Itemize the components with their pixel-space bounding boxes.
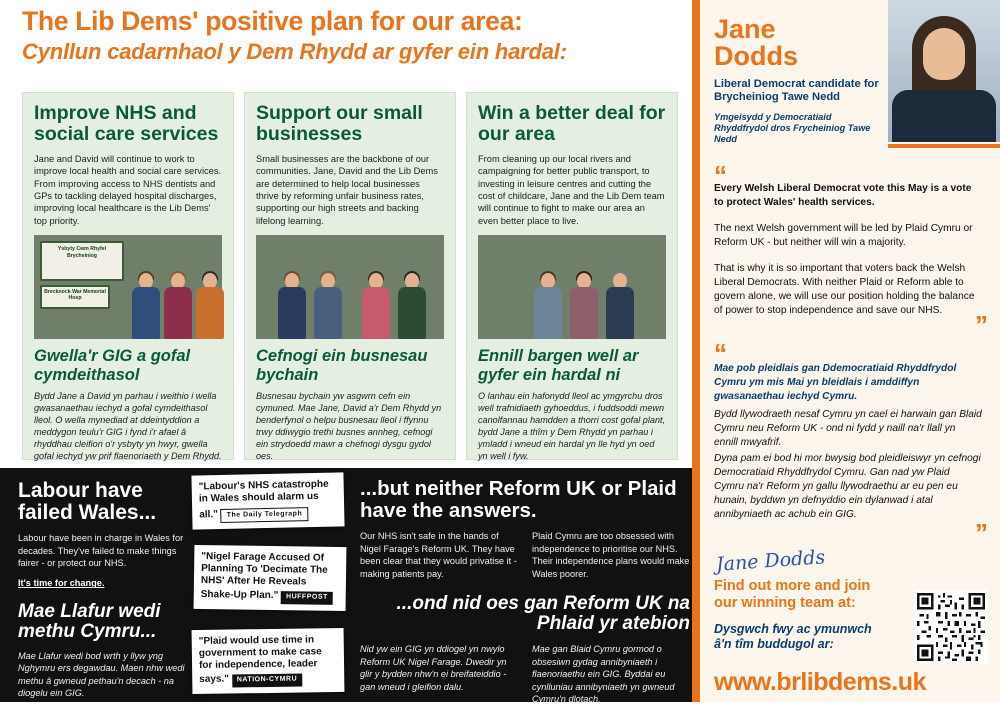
quote-open-icon-cy: “ — [714, 338, 725, 368]
card-title-cy: Cefnogi ein busnesau bychain — [256, 347, 428, 384]
clipping-source: HUFFPOST — [281, 592, 333, 605]
reform-col2-cy: Mae gan Blaid Cymru gormod o obsesiwn gydag annibyniaeth i flaenoriaethu ein GIG. Byddai eu cynlluniau annibyniaeth yn gwneud Cymru'n dlotach. — [532, 644, 675, 705]
quote-close-icon-cy: ” — [975, 518, 986, 548]
card-body-cy: O lanhau ein hafonydd lleol ac ymgyrchu dros well trafnidiaeth gyhoeddus, i fuddsoddi mewn canolfannau hamdden a thorri cost gofal plant, bydd Jane a thîm y Dem Rhydd yn parhau i ymladd i wneud ein hardal yn lle hyd yn oed yn well i fyw. — [478, 390, 666, 462]
clipping-text: "Nigel Farage Accused Of Planning To 'Decimate The NHS' After He Reveals Shake-Up Plan." — [200, 551, 328, 602]
clipping-source: NATION-CYMRU — [232, 674, 302, 687]
reform-col1-cy: Nid yw ein GIG yn ddiogel yn nwylo Reform UK Nigel Farage. Dwedir yn glir y bydden nhw'n ei breifateiddio - gan wneud i gleifion dalu. — [360, 644, 507, 692]
headline-english: The Lib Dems' positive plan for our area: — [22, 6, 523, 36]
people-group — [34, 265, 222, 339]
hospital-sign-english: Brecknock War Memorial Hosp — [40, 285, 110, 309]
card-body-cy: Busnesau bychain yw asgwrn cefn ein cymuned. Mae Jane, David a'r Dem Rhydd yn benderfynol o helpu busnesau lleol i ffynnu trwy ddiwygio trethi busnes annheg, cefnogi ein strydoedd mawr a chefnogi dysgu gydol oes. — [256, 390, 442, 462]
portrait-face — [923, 28, 965, 80]
find-out-more-en: Find out more and join our winning team at: — [714, 578, 871, 611]
candidate-portrait — [888, 0, 1000, 142]
card-body-en: Jane and David will continue to work to improve local health and social care services. From improving access to NHS dentists and GPs to tackling delayed hospital discharges, improving local healthcare is the Lib Dems' top priority. — [34, 153, 222, 226]
card-body-cy: Bydd Jane a David yn parhau i weithio i wella gwasanaethau iechyd a gofal cymdeithasol lleol. O wella mynediad at ddeintyddion a meddygon teulu'r GIG i fynd i'r afael â rhyddhau cleifion o'r ysbyty yn hwyr, gwella gofal iechyd yw prif flaenoriaeth y Dem Rhydd. — [34, 390, 222, 462]
photo-campaigners-shop — [256, 235, 444, 339]
qr-code[interactable] — [914, 590, 988, 664]
person — [360, 273, 392, 339]
quote-close-icon: ” — [975, 310, 986, 340]
labour-body-cy: Mae Llafur wedi bod wrth y llyw yng Nghymru ers degawdau. Maen nhw wedi methu â gwneud pethau'n decach - na diogelu ein GIG. — [18, 650, 185, 698]
press-clippings — [192, 474, 350, 696]
clipping-text: "Labour's NHS catastrophe in Wales should alarm us all." — [198, 478, 329, 521]
photo-three-campaigners — [478, 235, 666, 339]
pledge-card-nhs — [22, 92, 234, 460]
person — [130, 273, 162, 339]
person — [568, 273, 600, 339]
portrait-underline — [888, 144, 1000, 148]
pull-quote-en: Every Welsh Liberal Democrat vote this May is a vote to protect Wales' health services. — [714, 183, 972, 208]
labour-body-en: Labour have been in charge in Wales for decades. They've failed to make things fairer - or protect our NHS. — [18, 533, 184, 568]
paragraph-1-cy: Bydd llywodraeth nesaf Cymru yn cael ei harwain gan Blaid Cymru neu Reform UK - ond ni fydd y naill na'r llall yn ennill mwyafrif. — [714, 409, 982, 448]
headline-welsh: Cynllun cadarnhaol y Dem Rhydd ar gyfer ein hardal: — [22, 38, 567, 64]
card-title-cy: Gwella'r GIG a gofal cymdeithasol — [34, 347, 191, 384]
labour-title-en: Labour have failed Wales... — [18, 479, 157, 525]
reform-col1-en: Our NHS isn't safe in the hands of Nigel Farage's Reform UK. They have been clear that they would privatise it - making patients pay. — [360, 531, 517, 579]
pledge-cards — [22, 92, 684, 460]
person — [276, 273, 308, 339]
labour-block — [18, 480, 186, 720]
clipping-text: "Plaid would use time in government to make case for independence, leader says." — [198, 634, 322, 686]
website-url[interactable]: www.brlibdems.uk — [714, 668, 926, 696]
card-title-en: Improve NHS and social care services — [34, 102, 219, 146]
candidate-name: Jane Dodds — [714, 14, 798, 71]
people-group — [478, 265, 666, 339]
card-body-en: Small businesses are the backbone of our communities. Jane, David and the Lib Dems are determined to help local businesses thrive by reforming unfair business rates, supporting our high streets and backing lifelong learning. — [256, 153, 438, 226]
pledge-card-business — [244, 92, 456, 460]
page-title — [22, 8, 682, 64]
card-title-en: Support our small businesses — [256, 102, 423, 146]
labour-cta-en: It's time for change. — [18, 578, 105, 589]
photo-hospital-sign — [34, 235, 222, 339]
pledge-card-better-deal — [466, 92, 678, 460]
candidate-role-cy: Ymgeisydd y Democratiaid Rhyddfrydol dros Frycheiniog Tawe Nedd — [714, 112, 871, 145]
card-title-en: Win a better deal for our area — [478, 102, 666, 146]
card-title-cy: Ennill bargen well ar gyfer ein hardal ni — [478, 347, 639, 384]
reform-plaid-block — [360, 478, 690, 705]
person — [604, 273, 636, 339]
person — [194, 273, 226, 339]
clipping-huffpost — [194, 545, 347, 611]
opposition-panel — [0, 468, 700, 719]
person — [396, 273, 428, 339]
candidate-signature: Jane Dodds — [715, 546, 826, 576]
candidate-panel — [700, 0, 1000, 702]
find-out-more-cy: Dysgwch fwy ac ymunwch â'n tîm buddugol ar: — [714, 622, 872, 651]
paragraph-1-en: The next Welsh government will be led by Plaid Cymru or Reform UK - but neither will win a majority. — [714, 223, 973, 248]
reform-title-en: ...but neither Reform UK or Plaid have the answers. — [360, 477, 677, 522]
reform-col2-en: Plaid Cymru are too obsessed with independence to prioritise our NHS. Their independence plans would make Wales poorer. — [532, 531, 690, 579]
card-body-en: From cleaning up our local rivers and campaigning for better public transport, to investing in leisure centres and cutting the cost of childcare, Jane and the Lib Dem team will continue to fight to make our area an even better place to live. — [478, 153, 665, 226]
paragraph-2-en: That is why it is so important that voters back the Welsh Liberal Democrats. With neither Plaid or Reform able to govern alone, we will use our position holding the balance of power to stop independence and save our NHS. — [714, 263, 975, 316]
hospital-sign-welsh: Ysbyty Cwm Rhyfel Brycheiniog — [40, 241, 124, 281]
clipping-telegraph — [191, 472, 344, 529]
reform-title-cy: ...ond nid oes gan Reform UK na Phlaid yr atebion — [396, 593, 690, 635]
reform-columns-cy — [360, 643, 690, 705]
labour-title-cy: Mae Llafur wedi methu Cymru... — [18, 600, 161, 642]
reform-columns-en — [360, 530, 690, 580]
clipping-source: The Daily Telegraph — [221, 507, 309, 523]
candidate-role-en: Liberal Democrat candidate for Brycheiniog Tawe Nedd — [714, 78, 879, 104]
quote-open-icon: “ — [714, 160, 725, 190]
people-group — [256, 265, 444, 339]
pull-quote-cy: Mae pob pleidlais gan Ddemocratiaid Rhyddfrydol Cymru ym mis Mai yn bleidlais i amddiffyn gwasanaethau iechyd Cymru. — [714, 363, 957, 402]
person — [532, 273, 564, 339]
portrait-body — [892, 90, 996, 142]
person — [162, 273, 194, 339]
person — [312, 273, 344, 339]
paragraph-2-cy: Dyna pam ei bod hi mor bwysig bod pleidleiswyr yn cefnogi Democratiaid Rhyddfrydol Cymru. Gan nad yw Plaid Cymru na'r Reform yn gallu llywodraethu ar eu pen eu hunain, byddwn yn defnyddio ein dylanwad i atal annibyniaeth ac achub ein GIG. — [714, 453, 981, 520]
labour-cta-cy: Mae'n bryd am newid. — [18, 708, 114, 719]
clipping-nation-cymru — [192, 628, 345, 694]
